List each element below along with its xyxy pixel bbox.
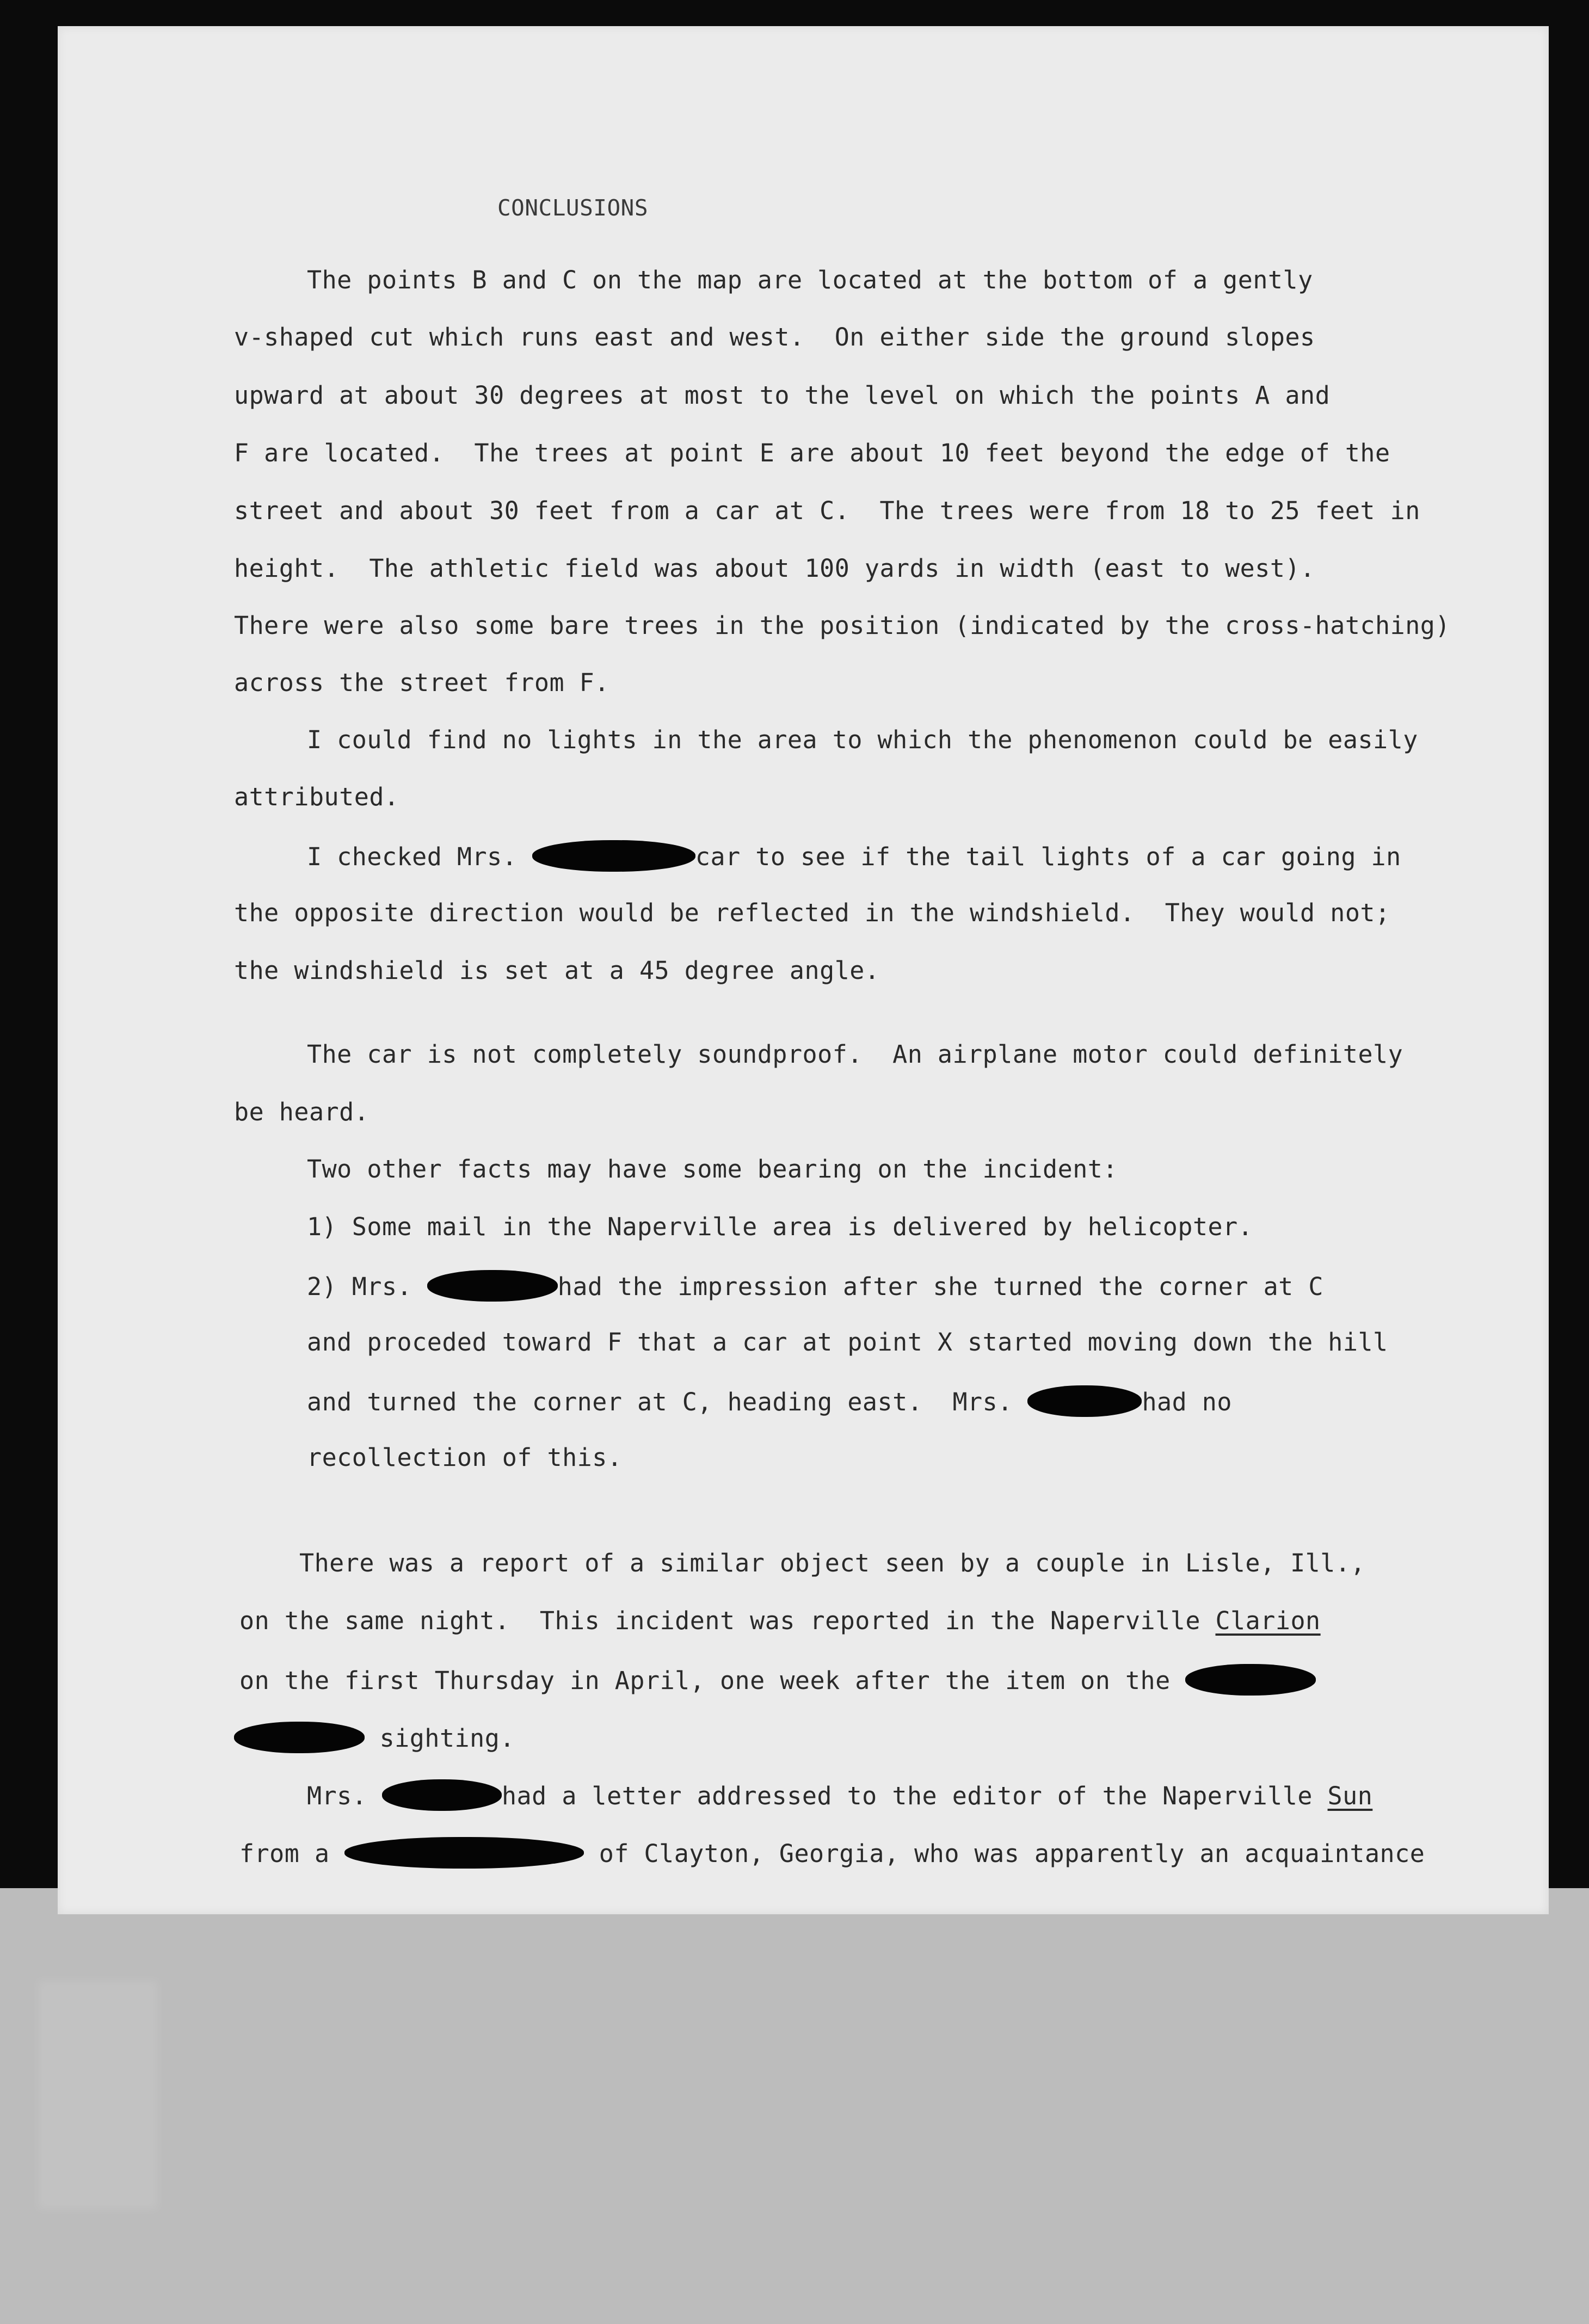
redaction-mark bbox=[344, 1837, 584, 1869]
text-line: street and about 30 feet from a car at C. The trees were from 18 to 25 feet in bbox=[234, 496, 1420, 525]
text-line: 1) Some mail in the Naperville area is delivered by helicopter. bbox=[307, 1212, 1253, 1241]
text-line: I could find no lights in the area to which the phenomenon could be easily bbox=[307, 725, 1418, 754]
text-line: There were also some bare trees in the position (indicated by the cross-hatching) bbox=[234, 611, 1450, 640]
text-line: v-shaped cut which runs east and west. On either side the ground slopes bbox=[234, 323, 1315, 352]
text-line: and proceded toward F that a car at point X started moving down the hill bbox=[307, 1328, 1388, 1357]
redaction-mark bbox=[427, 1270, 558, 1302]
text-line: Two other facts may have some bearing on the incident: bbox=[307, 1155, 1118, 1183]
text-line: upward at about 30 degrees at most to the level on which the points A and bbox=[234, 381, 1331, 410]
text-line: The car is not completely soundproof. An airplane motor could definitely bbox=[307, 1040, 1403, 1069]
text-line: across the street from F. bbox=[234, 668, 609, 697]
text-line: F are located. The trees at point E are about 10 feet beyond the edge of the bbox=[234, 439, 1390, 467]
text-line: recollection of this. bbox=[307, 1443, 623, 1472]
text-line: Mrs. had a letter addressed to the editor of the Naperville Sun bbox=[307, 1779, 1372, 1811]
text-line: be heard. bbox=[234, 1098, 369, 1126]
text-line: 2) Mrs. had the impression after she turned the corner at C bbox=[307, 1270, 1323, 1302]
text-line: The points B and C on the map are located at the bottom of a gently bbox=[307, 266, 1313, 294]
redaction-mark bbox=[1185, 1664, 1316, 1696]
redaction-mark bbox=[234, 1722, 365, 1753]
text-line: I checked Mrs. car to see if the tail lights of a car going in bbox=[307, 840, 1401, 872]
text-line: on the same night. This incident was reported in the Naperville Clarion bbox=[239, 1606, 1321, 1635]
page-title: CONCLUSIONS bbox=[497, 195, 649, 221]
redaction-mark bbox=[532, 840, 695, 872]
redaction-mark bbox=[382, 1779, 502, 1811]
text-line: on the first Thursday in April, one week after the item on the bbox=[239, 1664, 1316, 1696]
redaction-mark bbox=[1027, 1385, 1142, 1417]
text-line: from a of Clayton, Georgia, who was apparently an acquaintance bbox=[239, 1837, 1425, 1869]
film-background bbox=[0, 1888, 1589, 2324]
text-line: attributed. bbox=[234, 782, 399, 811]
text-line: the opposite direction would be reflected in the windshield. They would not; bbox=[234, 898, 1390, 927]
film-smudge bbox=[38, 1981, 158, 2209]
text-line: the windshield is set at a 45 degree angle. bbox=[234, 956, 880, 985]
text-line: and turned the corner at C, heading east. Mrs. had no bbox=[307, 1385, 1232, 1417]
text-line: There was a report of a similar object seen by a couple in Lisle, Ill., bbox=[299, 1549, 1366, 1577]
text-line: height. The athletic field was about 100 yards in width (east to west). bbox=[234, 554, 1315, 583]
document-page bbox=[58, 26, 1549, 1914]
text-line: sighting. bbox=[234, 1722, 515, 1753]
